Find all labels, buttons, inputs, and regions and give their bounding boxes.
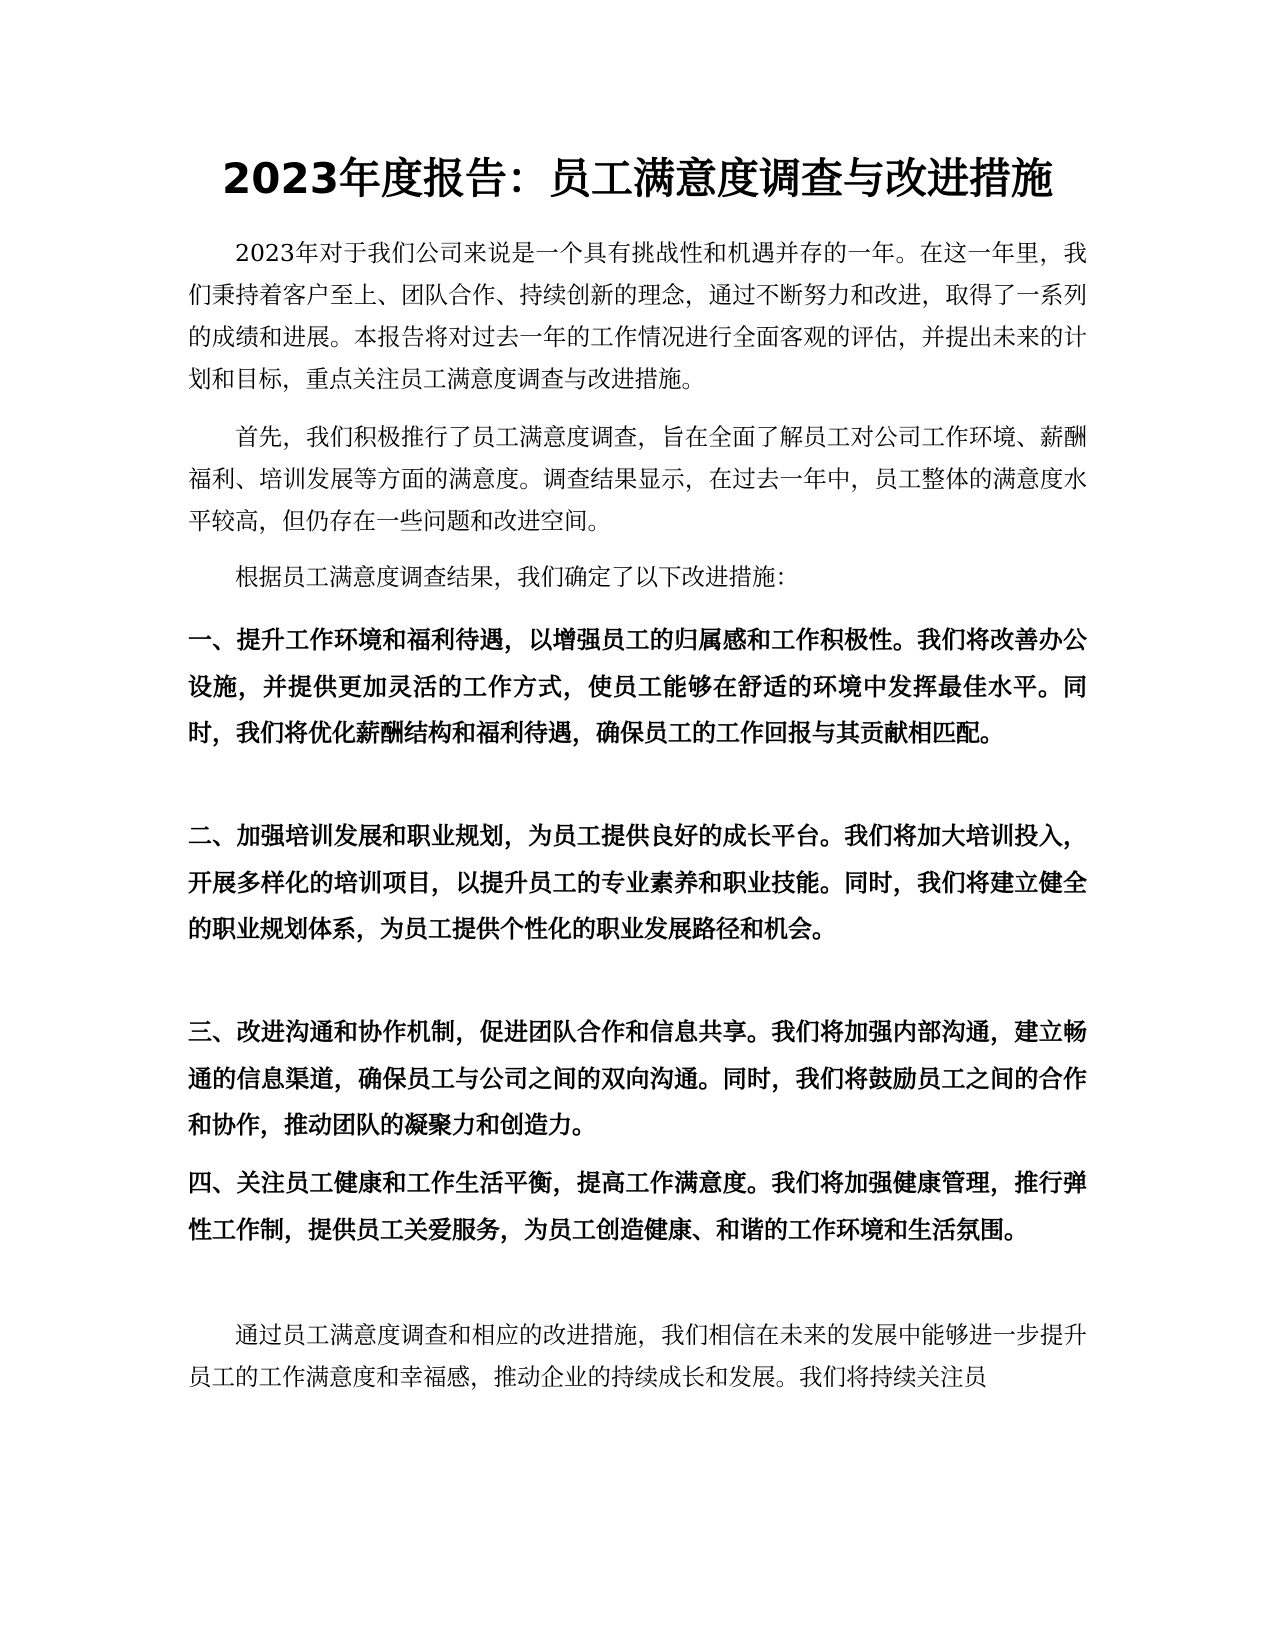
- measure-four-paragraph: 四、关注员工健康和工作生活平衡，提高工作满意度。我们将加强健康管理，推行弹性工作制，提供员工关爱服务，为员工创造健康、和谐的工作环境和生活氛围。: [188, 1169, 1087, 1244]
- measure-one-paragraph: 一、提升工作环境和福利待遇，以增强员工的归属感和工作积极性。我们将改善办公设施，并提供更加灵活的工作方式，使员工能够在舒适的环境中发挥最佳水平。同时，我们将优化薪酬结构和福利待遇，确保员工的工作回报与其贡献相匹配。: [188, 626, 1087, 747]
- document-title: 2023年度报告：员工满意度调查与改进措施: [222, 154, 1053, 203]
- survey-paragraph: 首先，我们积极推行了员工满意度调查，旨在全面了解员工对公司工作环境、薪酬福利、培训发展等方面的满意度。调查结果显示，在过去一年中，员工整体的满意度水平较高，但仍存在一些问题和改进空间。: [188, 423, 1087, 535]
- measure-two-paragraph: 二、加强培训发展和职业规划，为员工提供良好的成长平台。我们将加大培训投入，开展多样化的培训项目，以提升员工的专业素养和职业技能。同时，我们将建立健全的职业规划体系，为员工提供个性化的职业发展路径和机会。: [188, 822, 1087, 943]
- conclusion-paragraph: 通过员工满意度调查和相应的改进措施，我们相信在未来的发展中能够进一步提升员工的工作满意度和幸福感，推动企业的持续成长和发展。我们将持续关注员: [188, 1321, 1087, 1391]
- measures-intro-paragraph: 根据员工满意度调查结果，我们确定了以下改进措施：: [235, 563, 799, 591]
- intro-paragraph: 2023年对于我们公司来说是一个具有挑战性和机遇并存的一年。在这一年里，我们秉持着客户至上、团队合作、持续创新的理念，通过不断努力和改进，取得了一系列的成绩和进展。本报告将对过去一年的工作情况进行全面客观的评估，并提出未来的计划和目标，重点关注员工满意度调查与改进措施。: [188, 239, 1087, 393]
- measure-three-paragraph: 三、改进沟通和协作机制，促进团队合作和信息共享。我们将加强内部沟通，建立畅通的信息渠道，确保员工与公司之间的双向沟通。同时，我们将鼓励员工之间的合作和协作，推动团队的凝聚力和创造力。: [188, 1018, 1087, 1139]
